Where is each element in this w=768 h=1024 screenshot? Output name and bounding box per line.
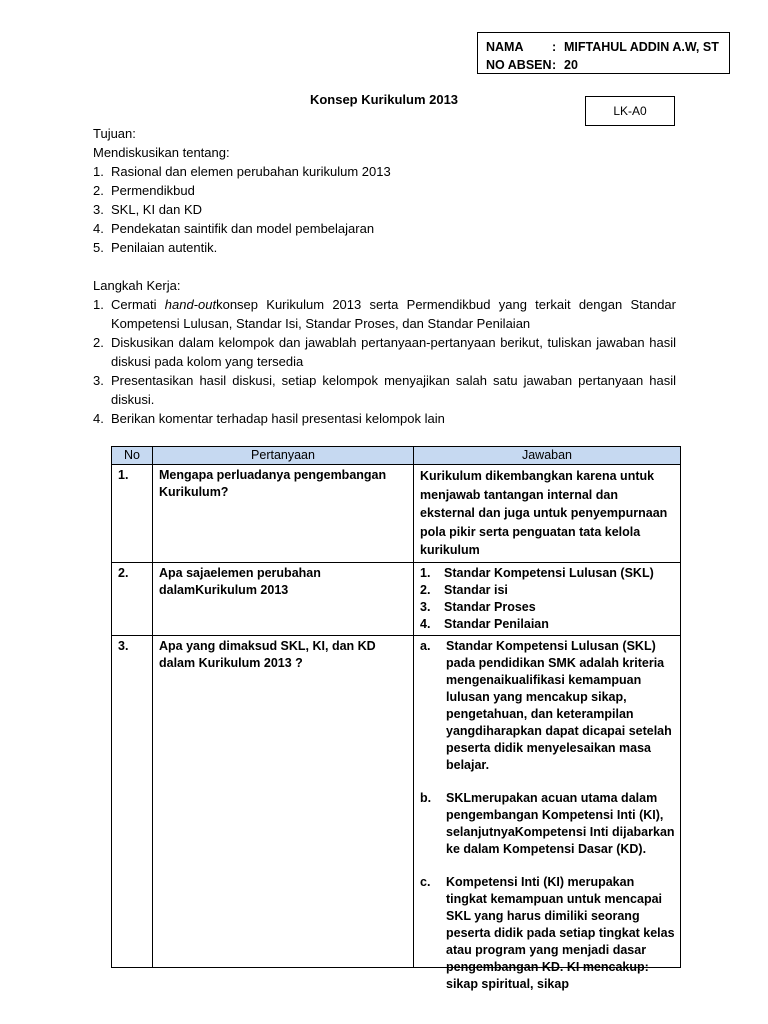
item-text: SKLmerupakan acuan utama dalam pengembangan Kompetensi Inti (KI), selanjutnyaKompetensi Inti dijabarkan ke dalam Kompetensi Dasar (KD). (446, 790, 675, 856)
answer-cell (414, 465, 681, 563)
langkah-list (93, 295, 676, 428)
identity-box (477, 32, 730, 74)
name-colon: : (552, 40, 557, 54)
item-text: SKL, KI dan KD (111, 202, 203, 217)
header-no: No (112, 447, 153, 465)
item-text: konsep Kurikulum 2013 serta Permendikbud yang terkait dengan Standar Kompetensi Lulusan, Standar Isi, Standar Proses, dan Standar Penilaian (111, 297, 676, 331)
item-number: c. (420, 874, 431, 889)
list-item (420, 638, 676, 774)
item-text: Pendekatan saintifik dan model pembelajaran (111, 221, 375, 236)
table-row (112, 635, 681, 967)
list-item (93, 162, 676, 181)
list-item (93, 333, 676, 371)
answer-cell (414, 562, 681, 635)
tujuan-intro: Mendiskusikan tentang: (93, 145, 230, 160)
item-text: Standar Kompetensi Lulusan (SKL) (444, 565, 654, 580)
item-text: Standar Penilaian (444, 616, 549, 631)
tujuan-heading: Tujuan: (93, 126, 136, 141)
header-pertanyaan: Pertanyaan (153, 447, 414, 465)
answer-list (420, 638, 676, 993)
document-body (93, 124, 676, 428)
question-cell: Mengapa perluadanya pengembangan Kurikulum? (153, 465, 414, 563)
answer-list (420, 565, 676, 633)
row-number: 1. (112, 465, 153, 563)
item-number: 2. (93, 335, 104, 350)
item-text: Penilaian autentik. (111, 240, 218, 255)
list-item (420, 565, 676, 582)
list-item (93, 295, 676, 333)
item-text: Permendikbud (111, 183, 195, 198)
item-text: Presentasikan hasil diskusi, setiap kelompok menyajikan salah satu jawaban pertanyaan hasil diskusi. (111, 373, 676, 407)
question-cell: Apa sajaelemen perubahan dalamKurikulum 2013 (153, 562, 414, 635)
list-item (93, 181, 676, 200)
item-number: 1. (93, 164, 104, 179)
item-number: a. (420, 638, 431, 653)
item-number: b. (420, 790, 432, 805)
list-item (420, 616, 676, 633)
table-row (112, 562, 681, 635)
item-number: 3. (93, 202, 104, 217)
list-item (93, 200, 676, 219)
item-number: 3. (93, 373, 104, 388)
item-text: Standar isi (444, 582, 508, 597)
absen-row (486, 56, 729, 74)
list-item (420, 599, 676, 616)
name-value: MIFTAHUL ADDIN A.W, ST (564, 40, 719, 54)
item-number: 4. (93, 221, 104, 236)
answer-text: Kurikulum dikembangkan karena untuk menjawab tantangan internal dan eksternal dan juga untuk penyempurnaan pola pikir serta penguatan tata kelola kurikulum (420, 469, 668, 557)
item-text: Standar Proses (444, 599, 536, 614)
absen-colon: : (552, 58, 557, 72)
list-item (93, 409, 676, 428)
header-jawaban: Jawaban (414, 447, 681, 465)
row-number: 3. (112, 635, 153, 967)
item-text-italic: hand-out (164, 297, 217, 312)
worksheet-code: LK-A0 (585, 96, 675, 126)
absen-label: NO ABSEN (486, 58, 552, 72)
tujuan-list (93, 162, 676, 257)
table-row (112, 465, 681, 563)
page-title: Konsep Kurikulum 2013 (309, 92, 459, 107)
list-item (93, 371, 676, 409)
qa-table (111, 446, 681, 991)
list-item (93, 238, 676, 257)
row-number: 2. (112, 562, 153, 635)
item-text: Diskusikan dalam kelompok dan jawablah pertanyaan-pertanyaan berikut, tuliskan jawaban hasil diskusi pada kolom yang tersedia (111, 335, 676, 369)
list-item (420, 582, 676, 599)
item-number: 1. (420, 565, 431, 580)
item-number: 4. (93, 411, 104, 426)
absen-value: 20 (564, 58, 578, 72)
list-item (93, 219, 676, 238)
item-text: Berikan komentar terhadap hasil presentasi kelompok lain (111, 411, 445, 426)
item-number: 2. (93, 183, 104, 198)
list-item (420, 790, 676, 858)
name-label: NAMA (486, 40, 524, 54)
item-number: 5. (93, 240, 104, 255)
answer-cell (414, 635, 681, 991)
item-text: Rasional dan elemen perubahan kurikulum 2013 (111, 164, 391, 179)
table-header-row (112, 447, 681, 465)
item-text: Cermati (111, 297, 165, 312)
list-item (420, 874, 676, 993)
langkah-heading: Langkah Kerja: (93, 278, 181, 293)
question-cell: Apa yang dimaksud SKL, KI, dan KD dalam Kurikulum 2013 ? (153, 635, 414, 967)
name-row (486, 38, 729, 56)
item-text: Kompetensi Inti (KI) merupakan tingkat kemampuan untuk mencapai SKL yang harus dimiliki seorang peserta didik pada setiap tingkat kelas atau program yang menjadi dasar pengembangan KD. KI mencakup: sikap spiritual, sikap (446, 874, 675, 991)
item-number: 1. (93, 297, 104, 312)
item-number: 3. (420, 599, 431, 614)
item-number: 4. (420, 616, 431, 631)
item-text: Standar Kompetensi Lulusan (SKL) pada pendidikan SMK adalah kriteria mengenaikualifikasi kemampuan lulusan yang mencakup sikap, pengetahuan, dan keterampilan yangdiharapkan dapat dicapai setelah peserta didik menyelesaikan masa belajar. (446, 638, 672, 772)
item-number: 2. (420, 582, 431, 597)
